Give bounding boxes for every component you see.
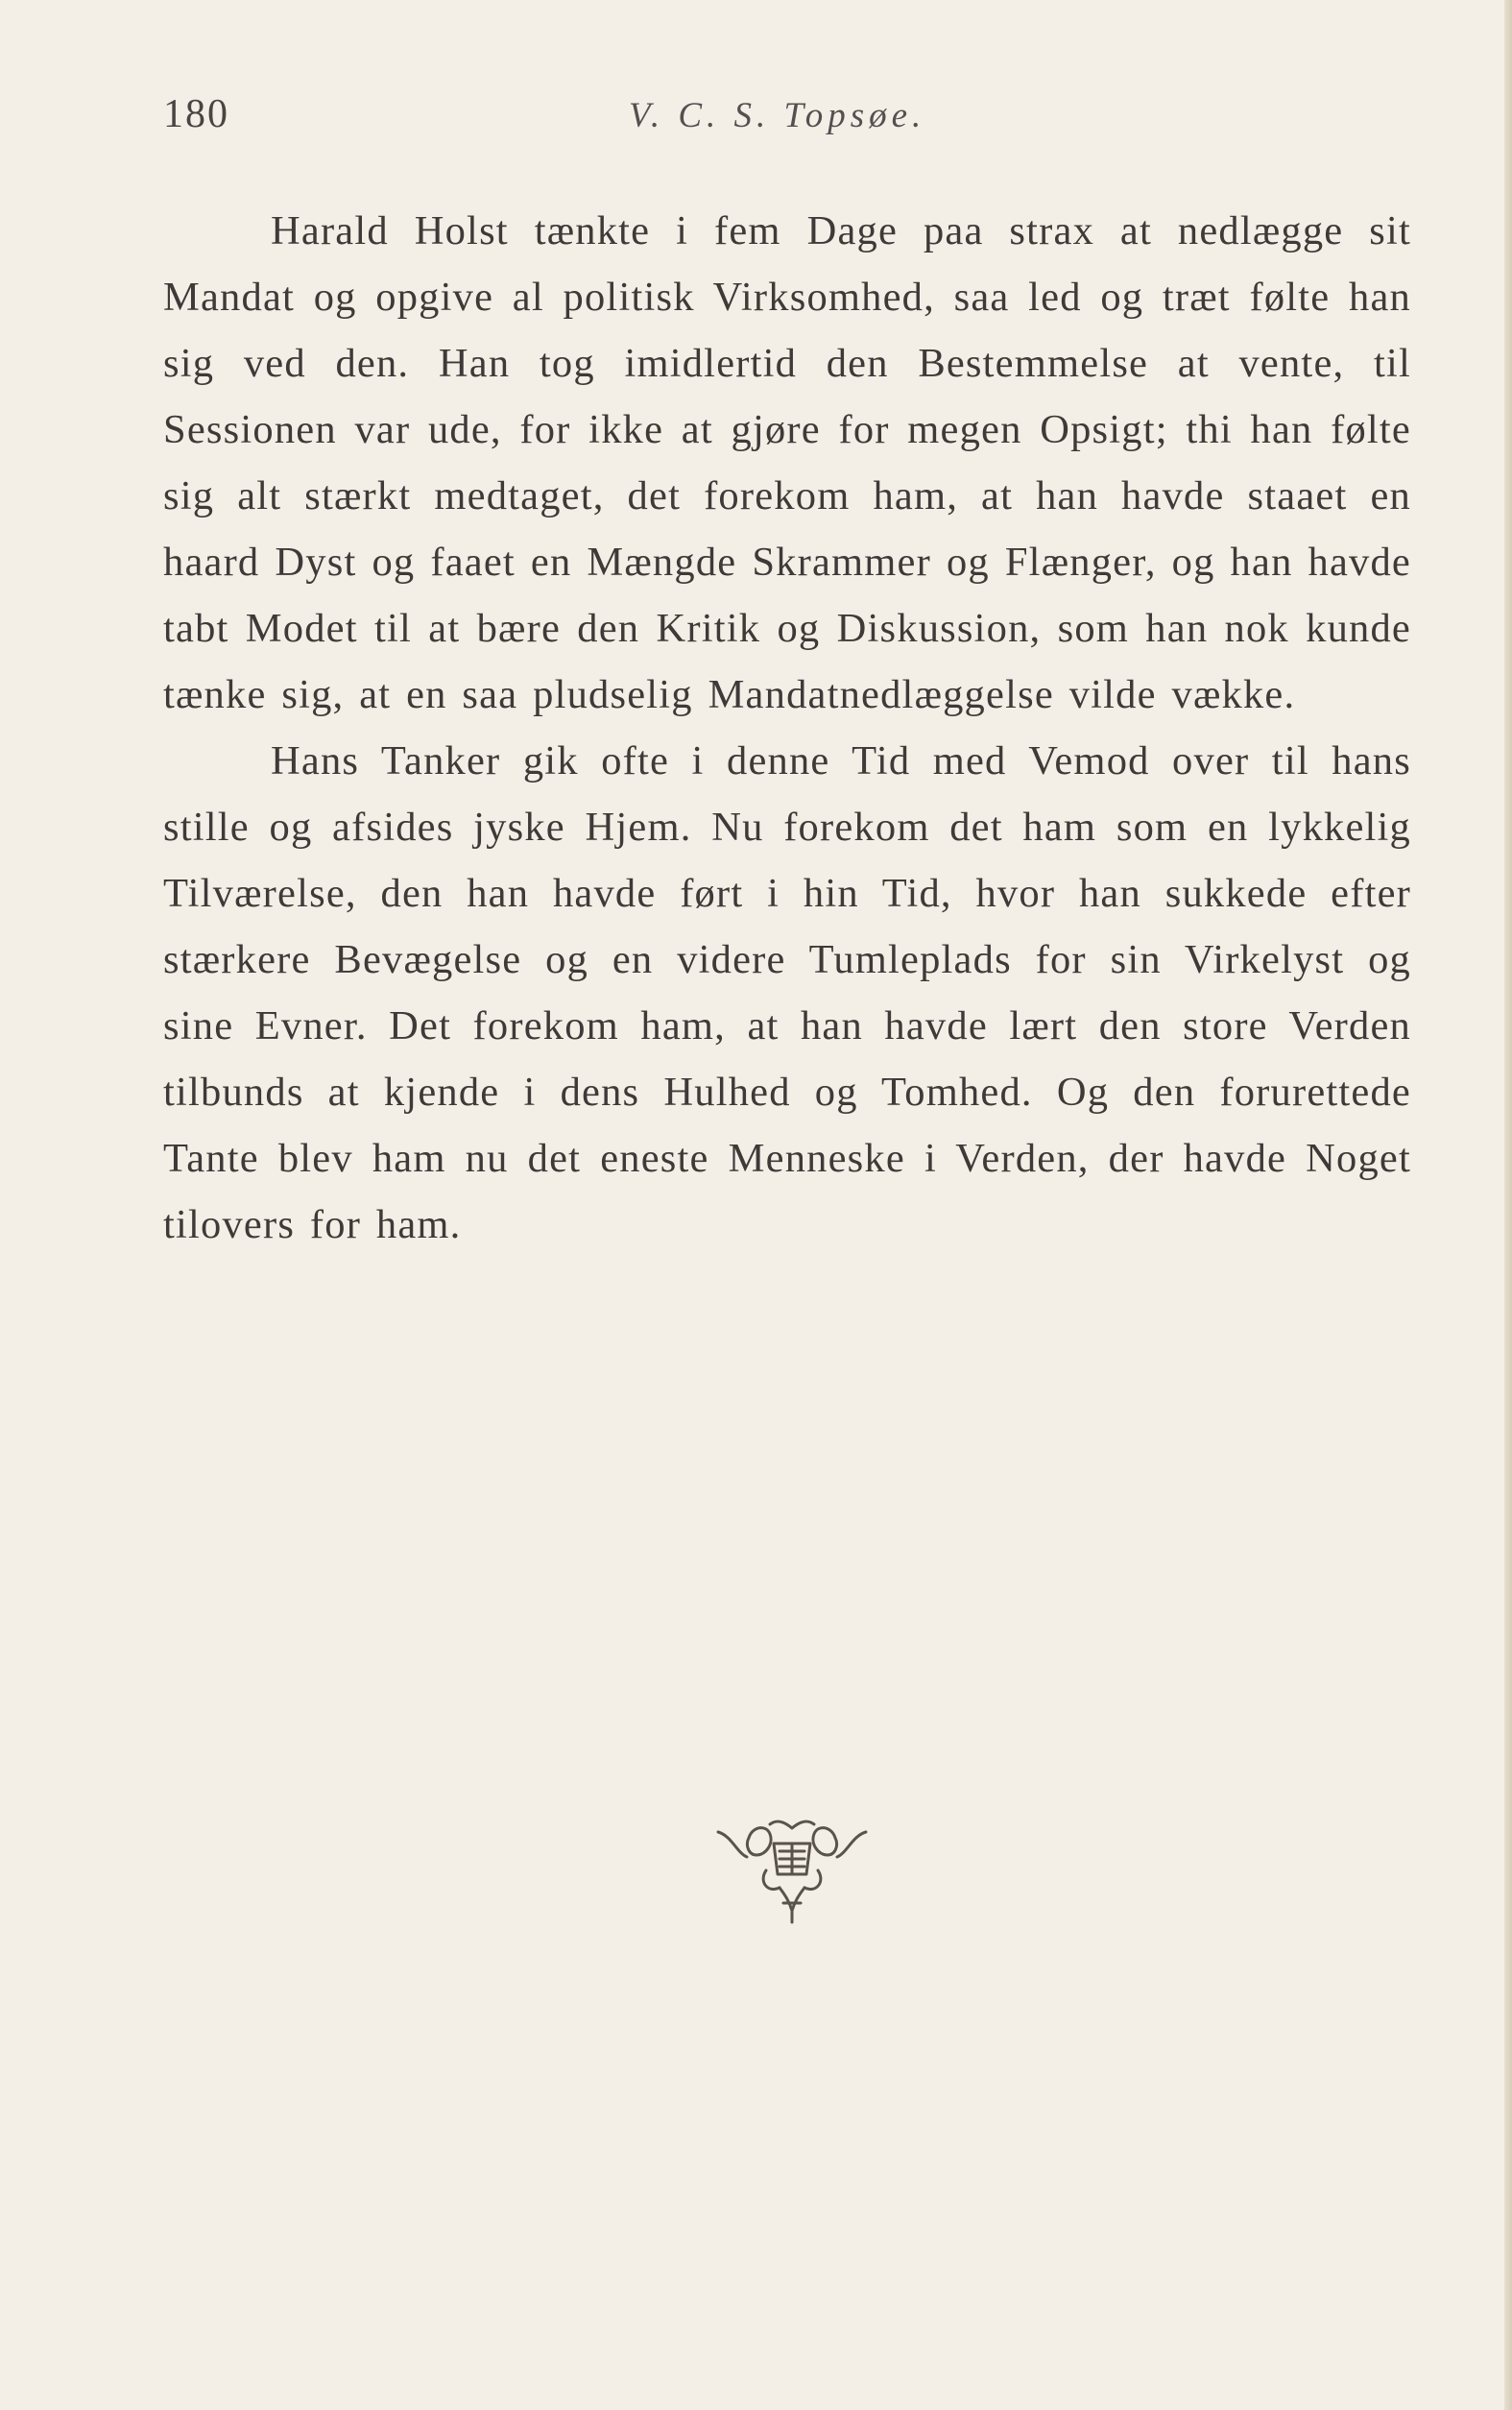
page-header — [163, 91, 1411, 149]
paragraph-1: Harald Holst tænkte i fem Dage paa strax at nedlægge sit Mandat og opgive al politisk Virksomhed, saa led og træt følte han sig ved den. Han tog imidlertid den Bestemmelse at vente, til Sessionen var ude, for ikke at gjøre for megen Opsigt; thi han følte sig alt stærkt medtaget, det forekom ham, at han havde staaet en haard Dyst og faaet en Mængde Skrammer og Flænger, og han havde tabt Modet til at bære den Kritik og Diskussion, som han nok kunde tænke sig, at en saa pludselig Mandatnedlæggelse vilde vække. — [163, 208, 1411, 717]
page-edge — [1504, 0, 1512, 2410]
running-head: V. C. S. Topsøe. — [629, 96, 926, 135]
body-text — [163, 198, 1411, 1258]
floral-tailpiece-ornament-icon — [710, 1815, 874, 1930]
page-number: 180 — [163, 92, 229, 136]
paragraph-2: Hans Tanker gik ofte i denne Tid med Vemod over til hans stille og afsides jyske Hjem. Nu forekom det ham som en lykkelig Tilværelse, den han havde ført i hin Tid, hvor han sukkede efter stærkere Bevægelse og en videre Tumleplads for sin Virkelyst og sine Evner. Det forekom ham, at han havde lært den store Verden tilbunds at kjende i dens Hulhed og Tomhed. Og den forurettede Tante blev ham nu det eneste Menneske i Verden, der havde Noget tilovers for ham. — [163, 738, 1411, 1247]
